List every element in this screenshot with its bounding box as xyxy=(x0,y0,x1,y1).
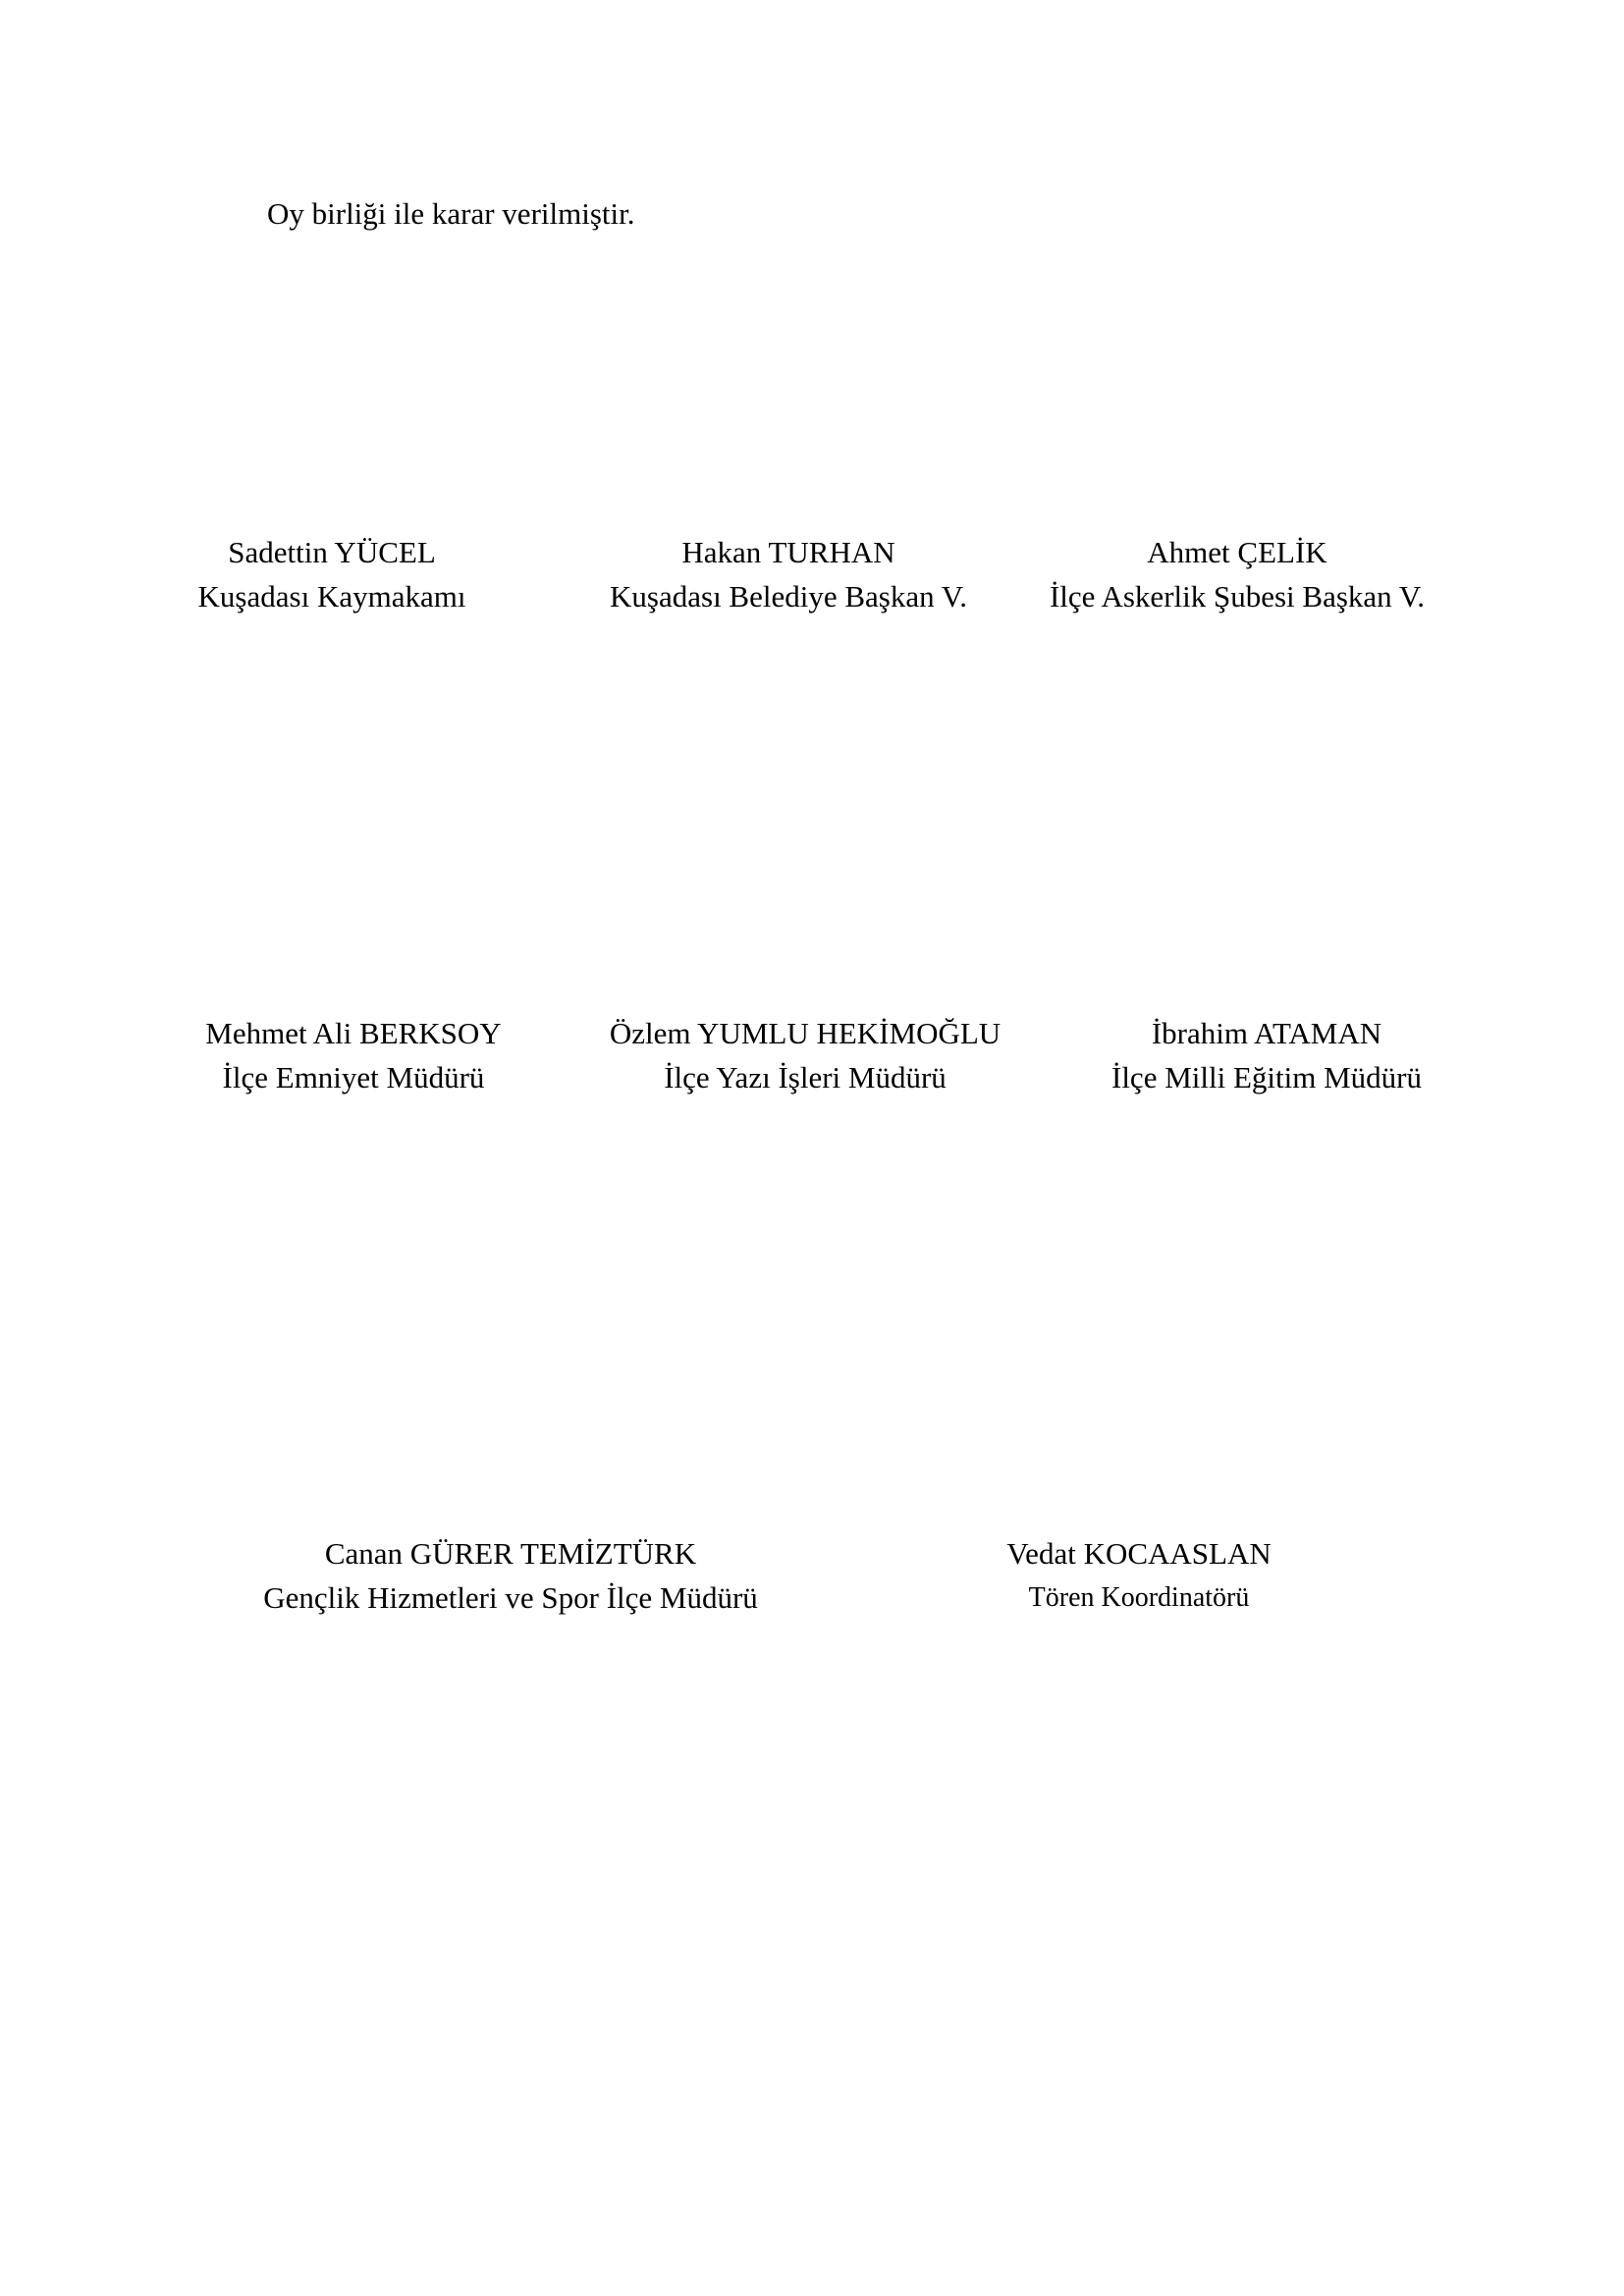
signature-block-yazi-isleri xyxy=(579,1011,1031,1099)
signatory-name: Hakan TURHAN xyxy=(681,535,895,569)
signature-block-milli-egitim xyxy=(1090,1011,1443,1099)
signatory-name: Canan GÜRER TEMİZTÜRK xyxy=(324,1536,697,1571)
signatory-title: İlçe Yazı İşleri Müdürü xyxy=(664,1060,947,1095)
signatory-title: Tören Koordinatörü xyxy=(1028,1582,1250,1613)
decision-statement: Oy birliği ile karar verilmiştir. xyxy=(267,196,635,231)
signatory-title: Kuşadası Kaymakamı xyxy=(197,579,466,614)
signatory-title: Gençlik Hizmetleri ve Spor İlçe Müdürü xyxy=(263,1580,758,1615)
signatory-name: Özlem YUMLU HEKİMOĞLU xyxy=(609,1016,1001,1050)
signatory-title: İlçe Emniyet Müdürü xyxy=(222,1060,485,1095)
signatory-title: İlçe Askerlik Şubesi Başkan V. xyxy=(1049,579,1426,614)
signature-block-toren-koordinatoru xyxy=(972,1531,1306,1620)
signature-block-kaymakam xyxy=(175,530,489,618)
signature-block-belediye xyxy=(577,530,1000,618)
signatory-name: Sadettin YÜCEL xyxy=(228,535,436,569)
signatory-title: Kuşadası Belediye Başkan V. xyxy=(610,579,967,614)
signatory-name: Ahmet ÇELİK xyxy=(1147,535,1327,569)
signatory-title: İlçe Milli Eğitim Müdürü xyxy=(1111,1060,1422,1095)
signatory-name: Vedat KOCAASLAN xyxy=(1006,1536,1272,1571)
signature-block-askerlik xyxy=(1011,530,1463,618)
signatory-name: İbrahim ATAMAN xyxy=(1151,1016,1382,1050)
signature-block-emniyet xyxy=(177,1011,530,1099)
signature-block-genclik-spor xyxy=(236,1531,785,1620)
signatory-name: Mehmet Ali BERKSOY xyxy=(205,1016,502,1050)
